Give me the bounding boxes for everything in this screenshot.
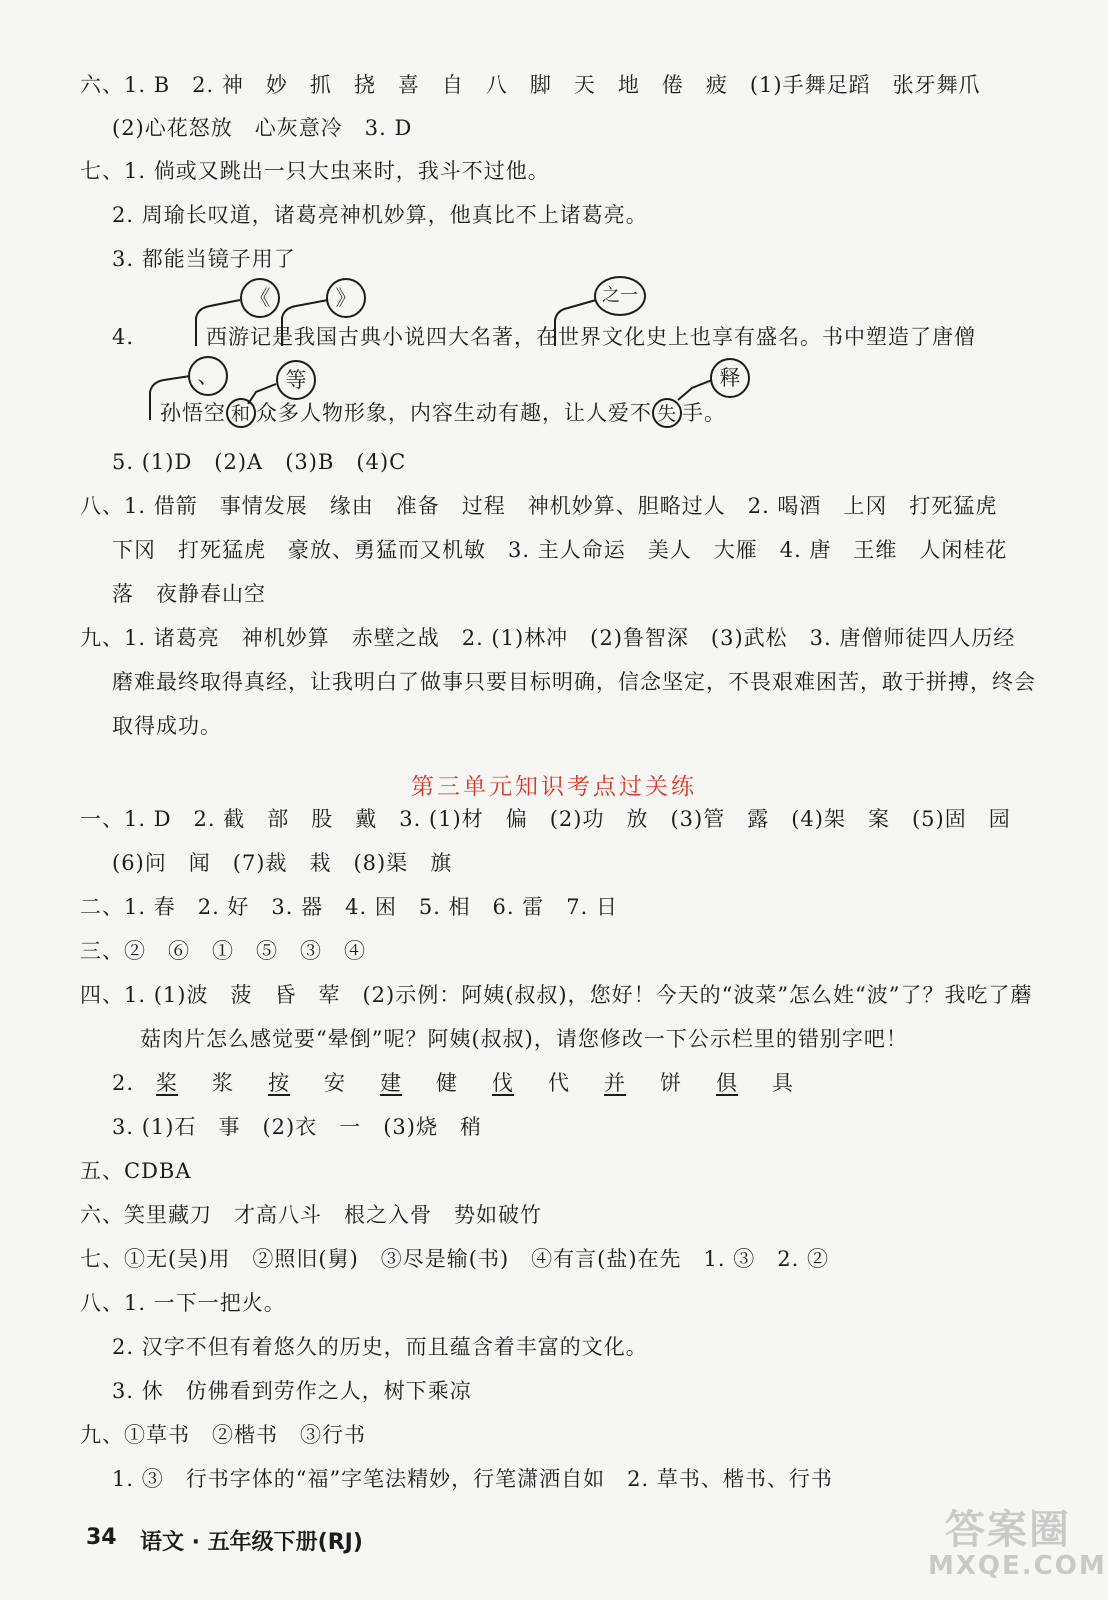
answer-line-underlined: 2. 桨 浆 按 安 建 健 伐 代 并 饼 俱 具 bbox=[112, 1071, 795, 1095]
proofread-sentence-2: 孙悟空 和 众多人物形象，内容生动有趣，让人爱不 失 手。 bbox=[160, 398, 726, 428]
answer-line: 5. (1)D (2)A (3)B (4)C bbox=[112, 450, 407, 474]
answer-line: 3. (1)石 事 (2)衣 一 (3)烧 稍 bbox=[112, 1115, 482, 1139]
answer-line: 五、CDBA bbox=[80, 1159, 192, 1183]
answer-line: 四、1. (1)波 菠 昏 荤 (2)示例：阿姨(叔叔)，您好！今天的“波菜”怎么姓“波”了？我吃了蘑 bbox=[80, 983, 1033, 1007]
answer-line: 七、①无(吴)用 ②照旧(舅) ③尽是输(书) ④有言(盐)在先 1. ③ 2. ② bbox=[80, 1247, 829, 1271]
answer-line: 九、①草书 ②楷书 ③行书 bbox=[80, 1423, 366, 1447]
answer-line: (6)问 闻 (7)裁 栽 (8)渠 旗 bbox=[112, 851, 453, 875]
answer-line: 磨难最终取得真经，让我明白了做事只要目标明确，信念坚定，不畏艰难困苦，敢于拼搏，终会 bbox=[112, 670, 1036, 694]
circled-char-shi: 失 bbox=[652, 398, 682, 428]
proofread-sentence: 西游记是我国古典小说四大名著，在世界文化史上也享有盛名。书中塑造了唐僧 bbox=[206, 325, 976, 349]
answer-line: 1. ③ 行书字体的“福”字笔法精妙，行笔潇洒自如 2. 草书、楷书、行书 bbox=[112, 1467, 833, 1491]
answer-line: 六、1. B 2. 神 妙 抓 挠 喜 自 八 脚 天 地 倦 疲 (1)手舞足蹈 张牙舞爪 bbox=[80, 73, 981, 97]
insert-mark-zhiyi: 之一 bbox=[594, 276, 646, 316]
section-title: 第三单元知识考点过关练 bbox=[411, 774, 697, 800]
answer-line: 2. 周瑜长叹道，诸葛亮神机妙算，他真比不上诸葛亮。 bbox=[112, 203, 648, 227]
answer-line: 七、1. 倘或又跳出一只大虫来时，我斗不过他。 bbox=[80, 159, 550, 183]
watermark-url: MXQE.COM bbox=[928, 1551, 1107, 1581]
answer-line: 下冈 打死猛虎 豪放、勇猛而又机敏 3. 主人命运 美人 大雁 4. 唐 王维 人闲桂花 bbox=[112, 538, 1008, 562]
insert-mark-close-title: 》 bbox=[326, 278, 366, 318]
circled-char-he: 和 bbox=[226, 398, 256, 428]
watermark-main: 答案圈 bbox=[945, 1507, 1071, 1553]
answer-line: 六、笑里藏刀 才高八斗 根之入骨 势如破竹 bbox=[80, 1203, 542, 1227]
answer-line: 一、1. D 2. 截 部 股 戴 3. (1)材 偏 (2)功 放 (3)管 露 (4)架 案 (5)固 园 bbox=[80, 807, 1011, 831]
answer-line: 八、1. 一下一把火。 bbox=[80, 1291, 286, 1315]
answer-line: 落 夜静春山空 bbox=[112, 582, 266, 606]
answer-line: 2. 汉字不但有着悠久的历史，而且蕴含着丰富的文化。 bbox=[112, 1335, 648, 1359]
book-title: 语文 · 五年级下册(RJ) bbox=[140, 1530, 363, 1555]
insert-mark-shi: 释 bbox=[710, 358, 750, 398]
answer-line-number: 4. bbox=[112, 325, 135, 349]
answer-line: 三、② ⑥ ① ⑤ ③ ④ bbox=[80, 939, 366, 963]
insert-mark-deng: 等 bbox=[276, 360, 316, 400]
answer-line: 菇肉片怎么感觉要“晕倒”呢？阿姨(叔叔)，请您修改一下公示栏里的错别字吧！ bbox=[140, 1027, 908, 1051]
watermark-logo bbox=[928, 1498, 1107, 1581]
answer-line: 3. 都能当镜子用了 bbox=[112, 247, 296, 271]
insert-mark-open-title: 《 bbox=[240, 278, 280, 318]
answer-line: 二、1. 春 2. 好 3. 器 4. 困 5. 相 6. 雷 7. 日 bbox=[80, 895, 618, 919]
page-number: 34 bbox=[86, 1525, 117, 1550]
answer-line: 取得成功。 bbox=[112, 714, 222, 738]
answer-line: 3. 休 仿佛看到劳作之人，树下乘凉 bbox=[112, 1379, 472, 1403]
insert-mark-dun: 、 bbox=[188, 356, 228, 396]
answer-line: 八、1. 借箭 事情发展 缘由 准备 过程 神机妙算、胆略过人 2. 喝酒 上冈 打死猛虎 bbox=[80, 494, 998, 518]
answer-line: (2)心花怒放 心灰意冷 3. D bbox=[112, 116, 413, 140]
answer-line: 九、1. 诸葛亮 神机妙算 赤壁之战 2. (1)林冲 (2)鲁智深 (3)武松 3. 唐僧师徒四人历经 bbox=[80, 626, 1016, 650]
